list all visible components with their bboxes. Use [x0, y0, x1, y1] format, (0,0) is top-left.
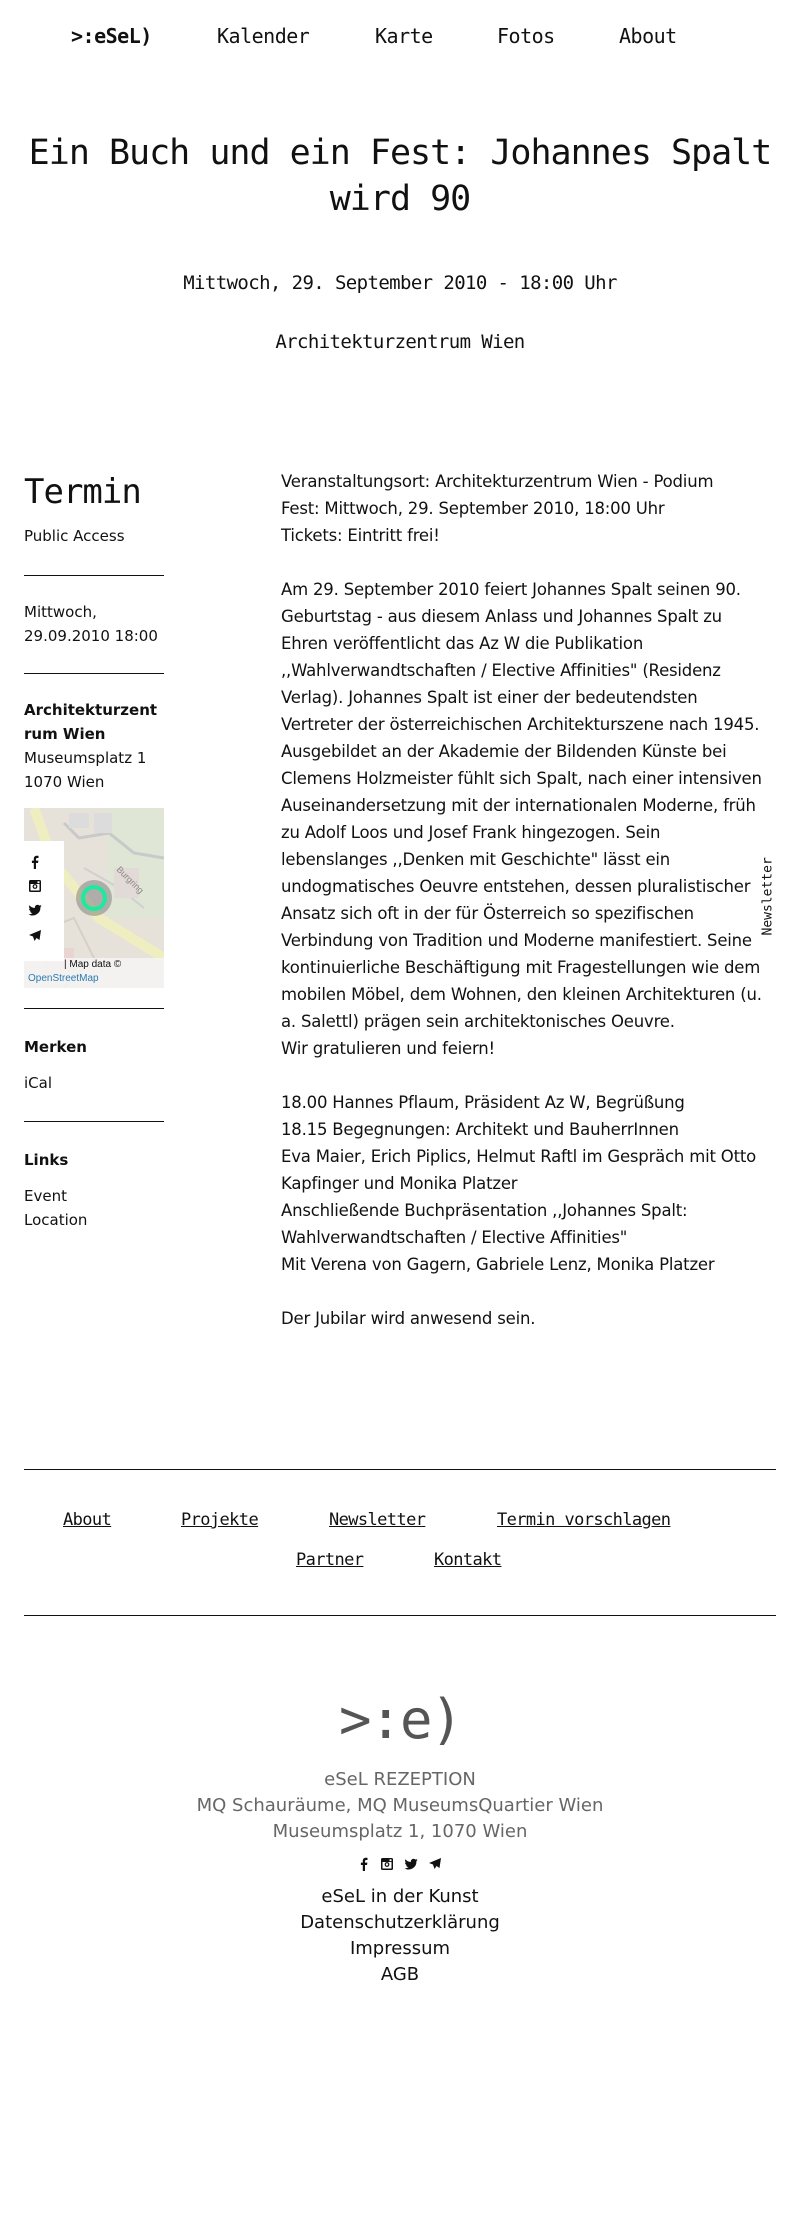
footer-address — [0, 1767, 800, 1845]
ical-link[interactable]: iCal — [24, 1074, 53, 1092]
facebook-icon[interactable] — [357, 1857, 371, 1871]
event-closing: Der Jubilar wird anwesend sein. — [281, 1309, 536, 1328]
map-attribution-text: | Map data © — [64, 959, 122, 970]
instagram-icon[interactable] — [380, 1857, 394, 1871]
openstreetmap-link[interactable]: OpenStreetMap — [28, 973, 99, 984]
footer-divider-top — [24, 1469, 776, 1470]
footer-logo: >:e) — [338, 1688, 462, 1751]
event-title: Ein Buch und ein Fest: Johannes Spalt wird 90 — [28, 133, 772, 219]
access-label: Public Access — [24, 527, 125, 545]
footer-divider-bottom — [24, 1615, 776, 1616]
event-sidebar — [24, 470, 164, 794]
top-navigation — [0, 0, 800, 74]
links-heading: Links — [24, 1151, 69, 1169]
event-program: 18.00 Hannes Pflaum, Präsident Az W, Begrüßung 18.15 Begegnungen: Architekt und BauherrInnen Eva Maier, Erich Piplics, Helmut Raftl im Gespräch mit Otto Kapfinger und Monika Platzer Anschließende Buchpräsentation ,,Johannes Spalt: Wahlverwandtschaften / Elective Affinities" Mit Verena von Gagern, Gabriele Lenz, Monika Platzer — [281, 1093, 757, 1274]
footer-social-icons — [357, 1857, 447, 1873]
footer-address-line: MQ Schauräume, MQ MuseumsQuartier Wien — [196, 1795, 604, 1816]
floating-social-bar — [24, 841, 64, 961]
event-body: Am 29. September 2010 feiert Johannes Spalt seinen 90. Geburtstag - aus diesem Anlass und Johannes Spalt zu Ehren veröffentlicht das Az W die Publikation ,,Wahlverwandtschaften / Elective Affinities" (Residenz Verlag). Johannes Spalt ist einer der bedeutendsten Vertreter der österreichischen Architekturszene nach 1945. Ausgebildet an der Akademie der Bildenden Künste bei Clemens Holzmeister fühlt sich Spalt, nach einer intensiven Auseinandersetzung mit der internationalen Moderne, früh zu Adolf Loos und Josef Frank hingezogen. Sein lebenslanges ,,Denken mit Geschichte" lässt ein undogmatisches Oeuvre entstehen, dessen pluralistischer Ansatz sich oft in der für Österreich so spezifischen Verbindung von Tradition und Moderne manifestiert. Seine kontinuierliche Beschäftigung mit Fragestellungen wie dem mobilen Möbel, dem Wohnen, den kleinen Architekturen (u. a. Salettl) prägen sein architektonisches Oeuvre. Wir gratulieren und feiern! — [281, 580, 762, 1058]
footer-nav-partner[interactable]: Partner — [296, 1550, 364, 1570]
nav-kalender[interactable]: Kalender — [217, 24, 310, 48]
venue-city: 1070 Wien — [24, 773, 105, 791]
sidebar-actions — [24, 1008, 164, 1232]
nav-karte[interactable]: Karte — [375, 24, 433, 48]
twitter-icon[interactable] — [404, 1857, 418, 1871]
footer-link-agb[interactable]: AGB — [380, 1964, 420, 1985]
map-attribution — [24, 958, 164, 988]
date-line-1: Mittwoch, — [24, 603, 97, 621]
event-link[interactable]: Event — [24, 1187, 67, 1205]
twitter-icon[interactable] — [28, 903, 42, 917]
footer-link-impressum[interactable]: Impressum — [349, 1938, 451, 1959]
footer-nav-kontakt[interactable]: Kontakt — [434, 1550, 502, 1570]
telegram-icon[interactable] — [428, 1857, 442, 1871]
footer-address-line: eSeL REZEPTION — [324, 1769, 476, 1790]
footer-link-esel-in-der-kunst[interactable]: eSeL in der Kunst — [321, 1886, 479, 1907]
event-description — [281, 468, 771, 1332]
location-link[interactable]: Location — [24, 1211, 88, 1229]
event-location: Architekturzentrum Wien — [275, 331, 525, 353]
nav-about[interactable]: About — [619, 24, 677, 48]
footer-address-line: Museumsplatz 1, 1070 Wien — [272, 1821, 528, 1842]
venue-street: Museumsplatz 1 — [24, 749, 147, 767]
footer-nav-termin-vorschlagen[interactable]: Termin vorschlagen — [497, 1510, 671, 1530]
date-line-2: 29.09.2010 18:00 — [24, 627, 158, 645]
footer-links — [0, 1884, 800, 1988]
newsletter-tab-label: Newsletter — [760, 857, 776, 936]
footer-nav-projekte[interactable]: Projekte — [181, 1510, 259, 1530]
footer-nav-about[interactable]: About — [63, 1510, 112, 1530]
facebook-icon[interactable] — [28, 855, 42, 869]
footer-link-datenschutz[interactable]: Datenschutzerklärung — [300, 1912, 500, 1933]
venue-name: Architekturzentrum Wien — [24, 701, 158, 743]
event-date: Mittwoch, 29. September 2010 - 18:00 Uhr — [183, 272, 617, 294]
footer-nav-newsletter[interactable]: Newsletter — [329, 1510, 426, 1530]
merken-heading: Merken — [24, 1038, 87, 1056]
nav-fotos[interactable]: Fotos — [497, 24, 555, 48]
event-info: Veranstaltungsort: Architekturzentrum Wien - Podium Fest: Mittwoch, 29. September 2010, 18:00 Uhr Tickets: Eintritt frei! — [281, 472, 714, 545]
svg-text:Burgring: Burgring — [114, 864, 146, 896]
instagram-icon[interactable] — [28, 879, 42, 893]
sidebar-heading: Termin — [24, 472, 141, 512]
telegram-icon[interactable] — [28, 929, 42, 943]
newsletter-tab[interactable] — [758, 857, 778, 938]
site-logo-link[interactable]: >:eSeL) — [71, 24, 152, 48]
